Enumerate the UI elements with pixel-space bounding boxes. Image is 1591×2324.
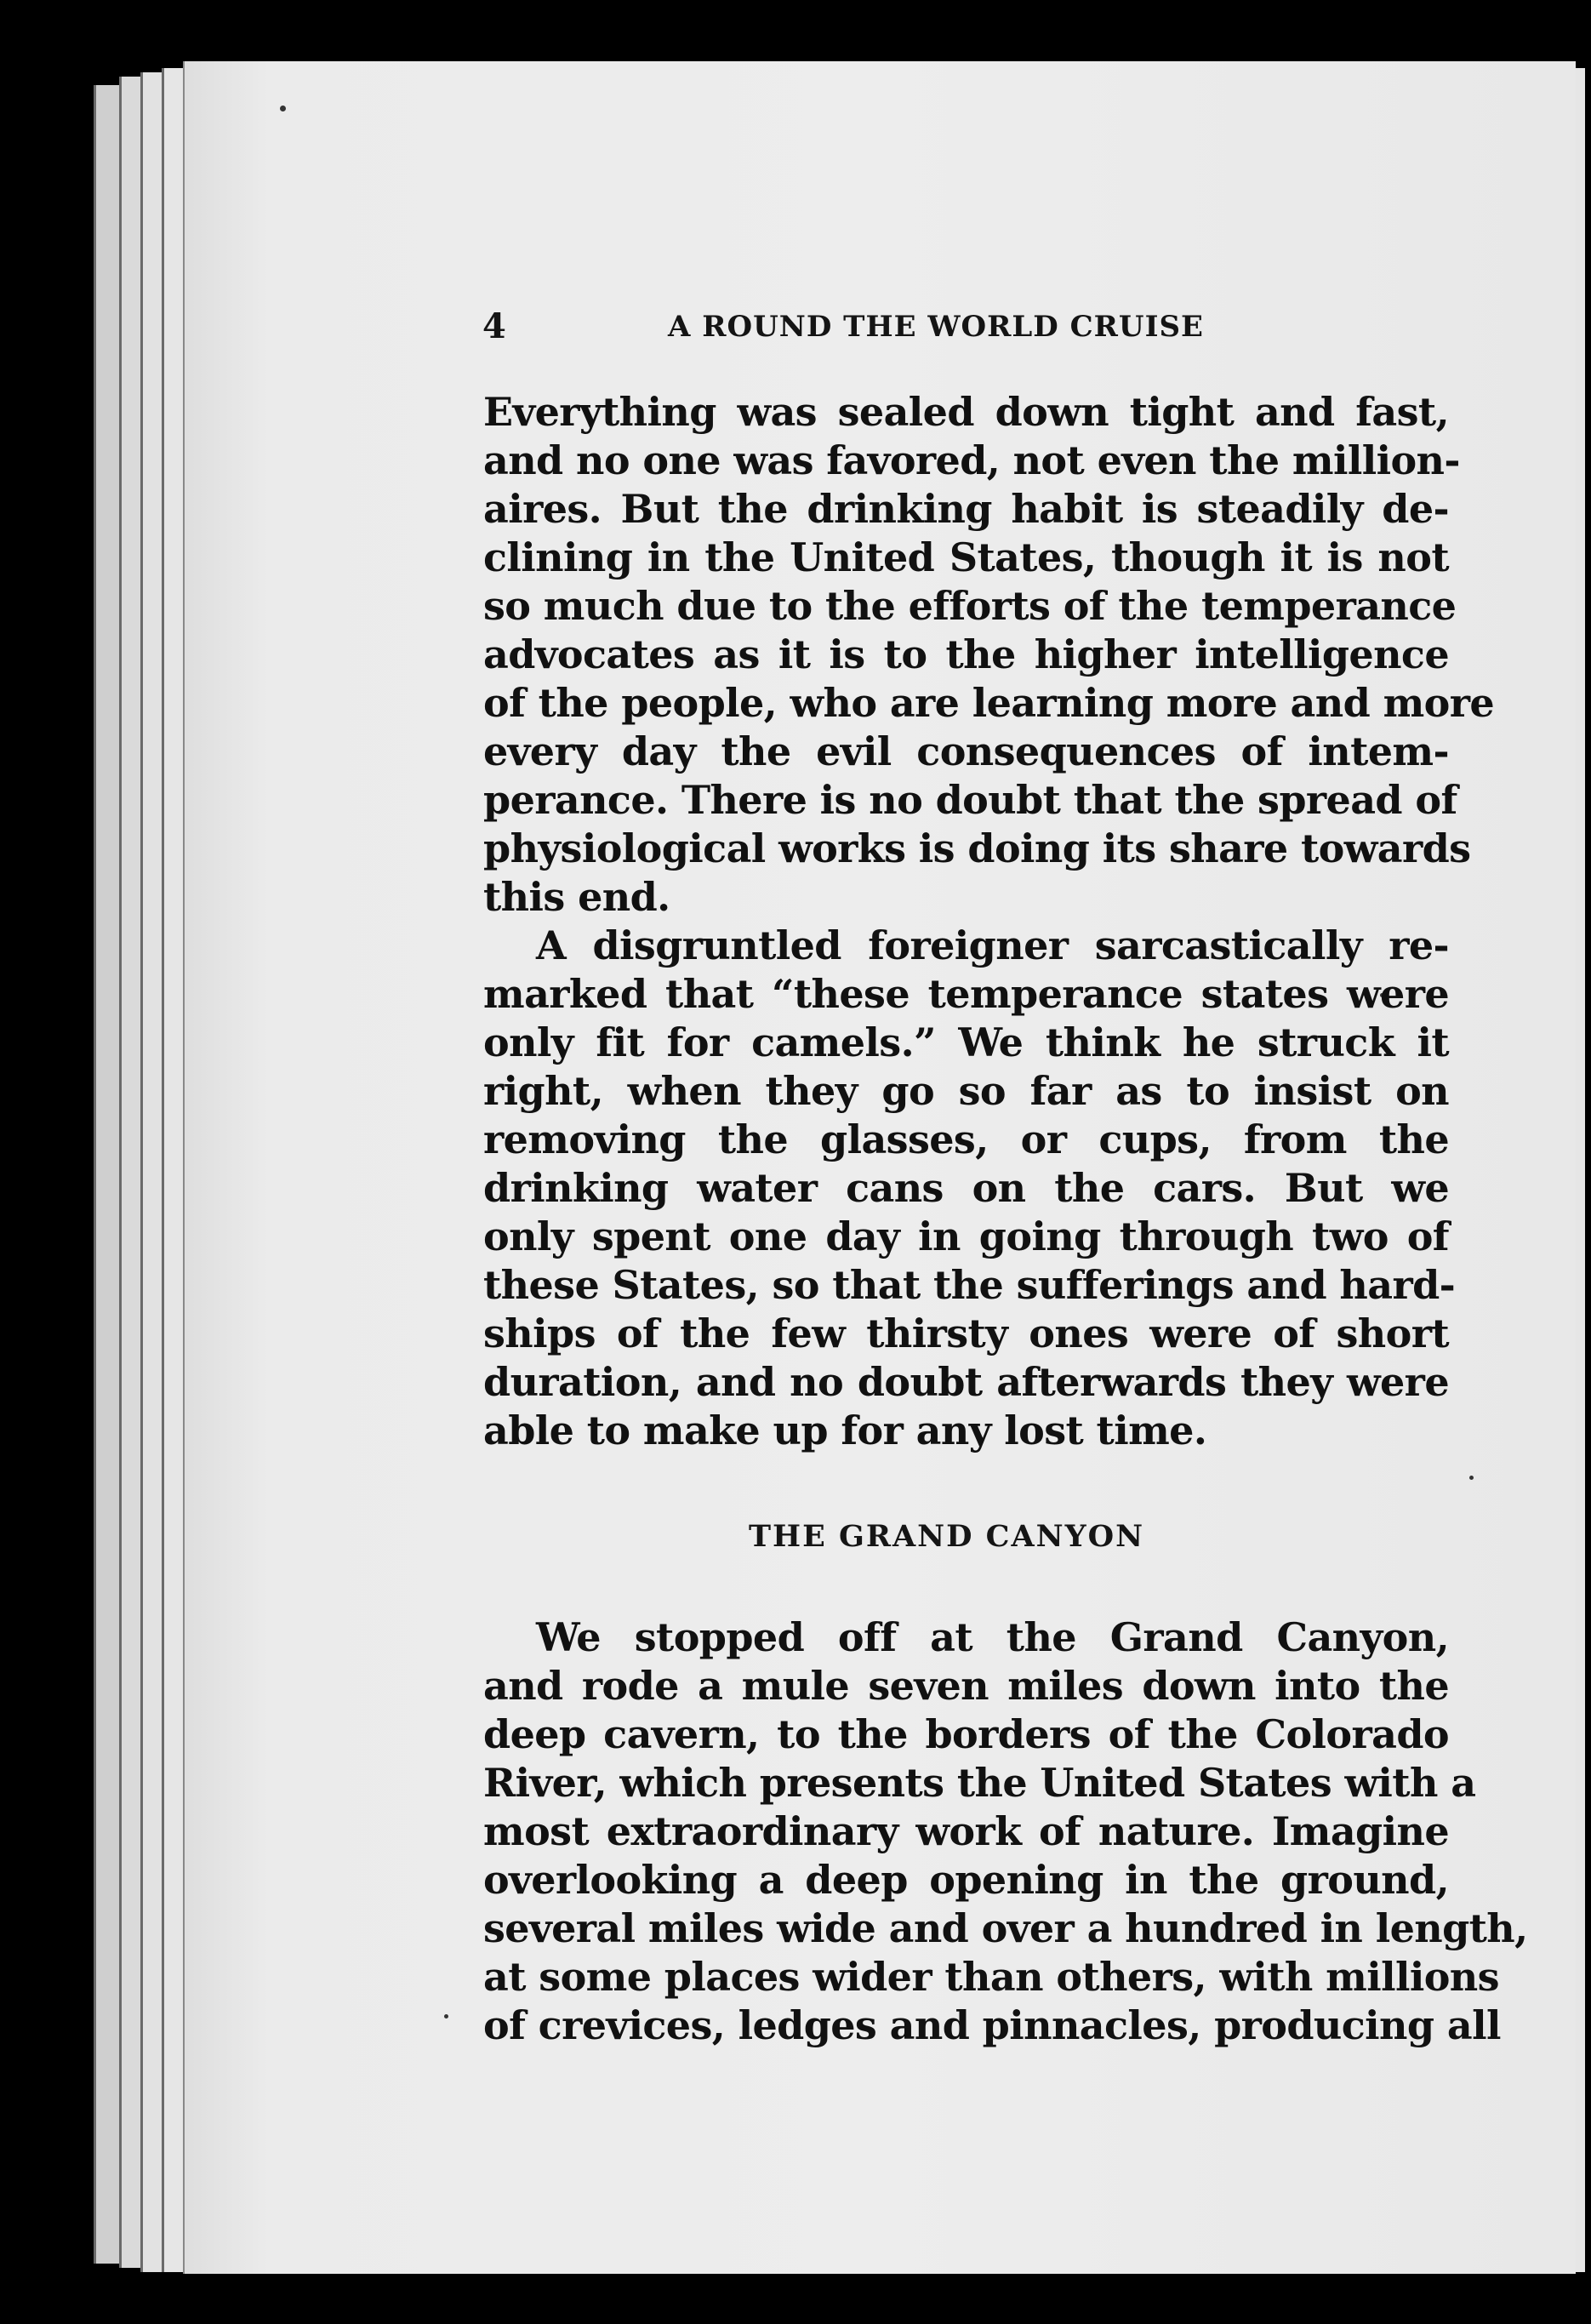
- text-line: aires. But the drinking habit is steadily de-: [483, 486, 1449, 532]
- text-line: deep cavern, to the borders of the Colorado: [483, 1711, 1449, 1757]
- section-heading: THE GRAND CANYON: [749, 1519, 1145, 1554]
- text-line: these States, so that the sufferings and hard-: [483, 1262, 1456, 1308]
- dust-speck: [280, 106, 286, 111]
- text-line: removing the glasses, or cups, from the: [483, 1116, 1449, 1162]
- text-line: drinking water cans on the cars. But we: [483, 1165, 1449, 1211]
- text-line: this end.: [483, 874, 670, 920]
- text-line: physiological works is doing its share towards: [483, 825, 1471, 871]
- text-line: of the people, who are learning more and more: [483, 680, 1495, 726]
- dust-speck: [444, 2014, 448, 2019]
- paragraph-1: [483, 388, 1495, 922]
- text-line: most extraordinary work of nature. Imagine: [483, 1808, 1449, 1854]
- text-line: only spent one day in going through two of: [483, 1213, 1449, 1259]
- text-line: overlooking a deep opening in the ground,: [483, 1857, 1449, 1903]
- text-line: advocates as it is to the higher intelligence: [483, 631, 1449, 677]
- text-line: Everything was sealed down tight and fast,: [483, 389, 1449, 435]
- text-line: ships of the few thirsty ones were of short: [483, 1310, 1449, 1356]
- text-line: able to make up for any lost time.: [483, 1408, 1207, 1453]
- text-line: so much due to the efforts of the temperance: [483, 583, 1457, 629]
- text-line: several miles wide and over a hundred in length,: [483, 1905, 1528, 1951]
- text-line: right, when they go so far as to insist on: [483, 1068, 1449, 1114]
- text-line: of crevices, ledges and pinnacles, producing all: [483, 2002, 1501, 2048]
- text-line: River, which presents the United States with a: [483, 1760, 1476, 1806]
- text-line: We stopped off at the Grand Canyon,: [536, 1614, 1449, 1660]
- text-line: and no one was favored, not even the million-: [483, 437, 1460, 483]
- paragraph-3: [483, 1613, 1528, 2050]
- text-line: and rode a mule seven miles down into the: [483, 1663, 1449, 1709]
- page-number: 4: [482, 306, 506, 346]
- dust-speck: [1469, 1476, 1474, 1480]
- text-line: duration, and no doubt afterwards they were: [483, 1359, 1449, 1405]
- text-line: perance. There is no doubt that the spread of: [483, 777, 1457, 823]
- running-title: A ROUND THE WORLD CRUISE: [668, 310, 1204, 344]
- running-head: [482, 306, 1282, 357]
- text-line: every day the evil consequences of intem-: [483, 728, 1449, 774]
- text-line: marked that “these temperance states were: [483, 971, 1449, 1017]
- text-line: only fit for camels.” We think he struck it: [483, 1019, 1449, 1065]
- text-line: A disgruntled foreigner sarcastically re-: [536, 922, 1449, 968]
- text-line: at some places wider than others, with millions: [483, 1954, 1499, 2000]
- text-line: clining in the United States, though it is not: [483, 534, 1449, 580]
- paragraph-2: [483, 922, 1456, 1455]
